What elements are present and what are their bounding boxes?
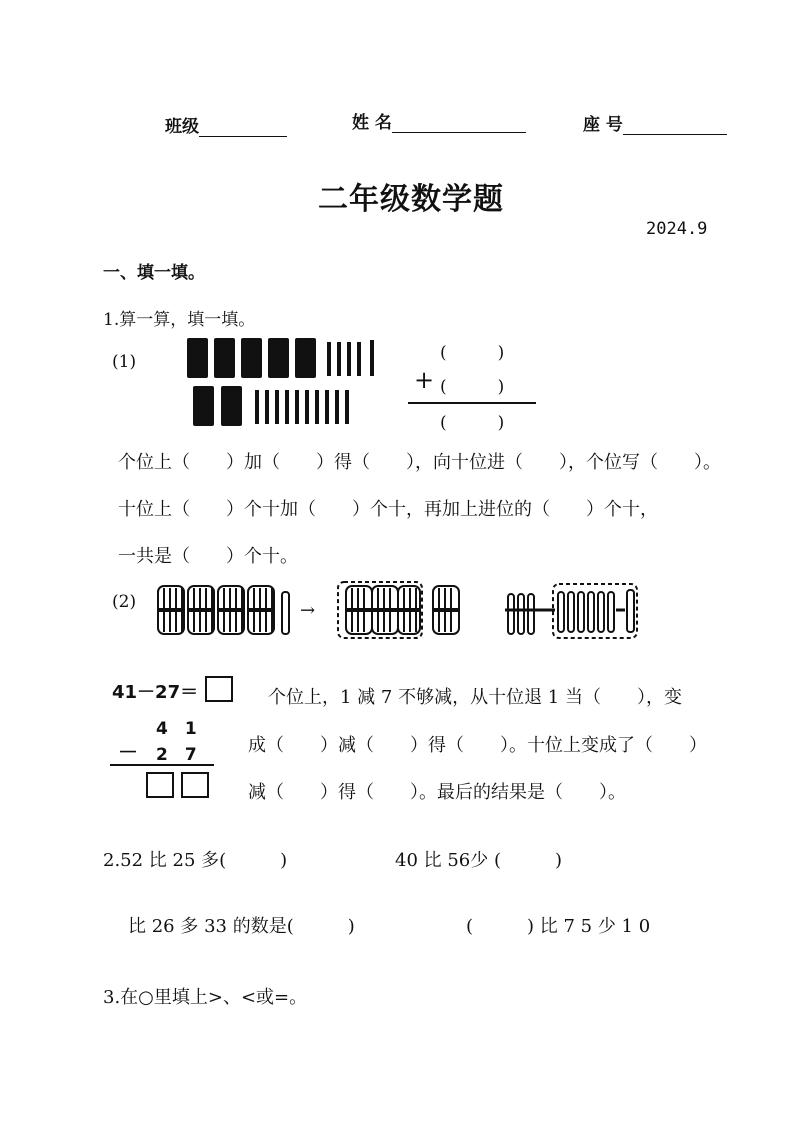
name-blank[interactable]	[392, 114, 526, 133]
part-2-label: (2)	[112, 592, 137, 612]
class-label: 班级	[165, 117, 199, 137]
class-label-row	[165, 112, 287, 137]
seat-label-row	[583, 110, 727, 135]
question-2d: ( ) 比 7 5 少 1 0	[466, 916, 651, 937]
part-1-line-1: 个位上（ ）加（ ）得（ ），向十位进（ ），个位写（ ）。	[118, 452, 721, 473]
part-1-label: (1)	[112, 352, 137, 372]
part-2-line-3: 减（ ）得（ ）。最后的结果是（ ）。	[248, 782, 626, 803]
tens-bundles-illustration	[185, 334, 385, 434]
page-title: 二年级数学题	[318, 182, 504, 217]
class-blank[interactable]	[199, 118, 287, 137]
seat-blank[interactable]	[623, 116, 727, 135]
subtrahend-digits: 2 7	[156, 745, 197, 765]
part-2-line-2: 成（ ）减（ ）得（ ）。十位上变成了（ ）	[248, 735, 707, 756]
addend-2-blank[interactable]: ( )	[440, 377, 505, 397]
minus-sign: －	[118, 740, 138, 764]
regrouping-illustration	[155, 580, 635, 642]
minuend-digits: 4 1	[156, 719, 197, 739]
name-label: 姓 名	[352, 113, 392, 133]
bundle-icon	[157, 586, 185, 634]
arrow-icon: →	[300, 600, 316, 621]
answer-box[interactable]	[205, 676, 233, 702]
addend-1-blank[interactable]: ( )	[440, 343, 505, 363]
ones-answer-box[interactable]	[181, 772, 209, 798]
part-1-line-2: 十位上（ ）个十加（ ）个十，再加上进位的（ ）个十，	[118, 499, 658, 520]
sum-line	[408, 402, 536, 404]
question-2c: 比 26 多 33 的数是( )	[128, 916, 355, 937]
tens-answer-box[interactable]	[146, 772, 174, 798]
seat-label: 座 号	[583, 115, 623, 135]
part-1-line-3: 一共是（ ）个十。	[118, 546, 298, 567]
question-3-label: 3.在○里填上>、<或=。	[103, 987, 308, 1008]
date: 2024.9	[646, 219, 708, 239]
section-heading: 一、填一填。	[103, 263, 205, 283]
equation: 41－27＝	[112, 682, 199, 703]
part-2-line-1: 个位上，1 减 7 不够减，从十位退 1 当（ ），变	[268, 687, 682, 708]
plus-sign: +	[414, 366, 435, 394]
difference-line	[110, 764, 214, 766]
question-1-label: 1.算一算，填一填。	[103, 310, 256, 330]
name-label-row	[352, 108, 526, 133]
sum-blank[interactable]: ( )	[440, 413, 505, 433]
question-2a: 2.52 比 25 多( )	[103, 850, 288, 871]
question-2b: 40 比 56少 ( )	[395, 850, 563, 871]
